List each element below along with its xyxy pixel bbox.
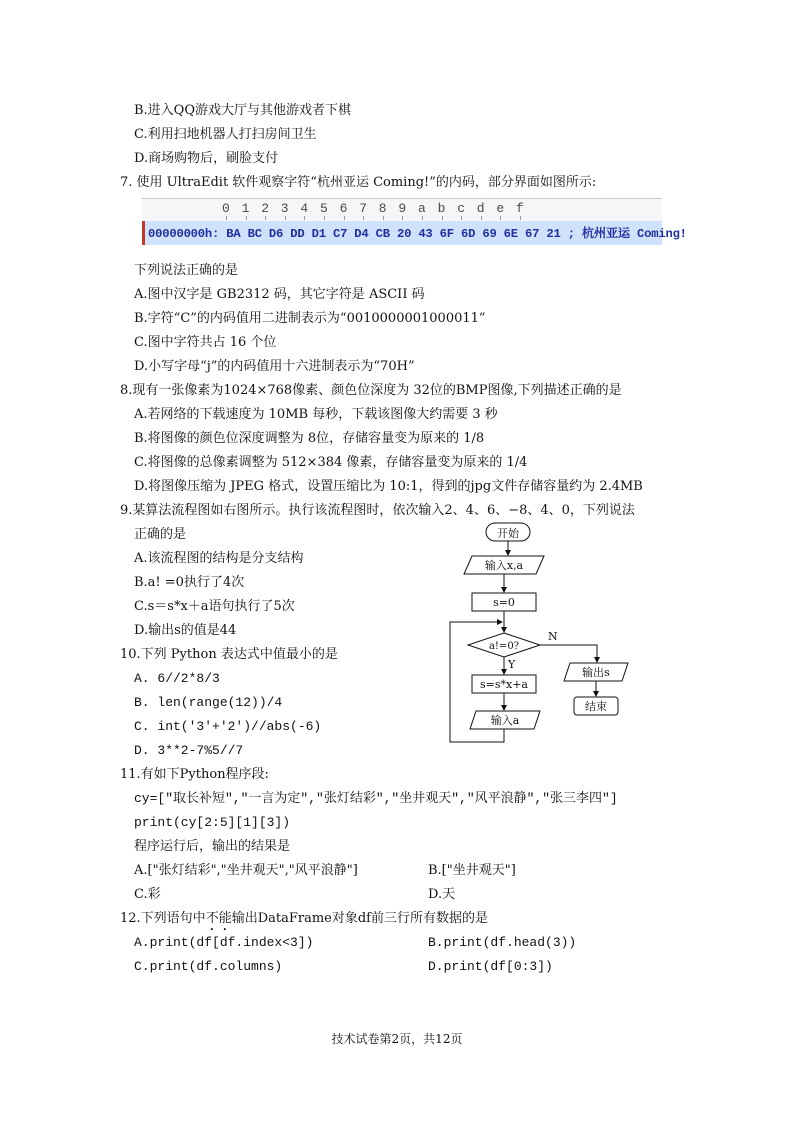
hex-ruler-label: e [496, 201, 505, 216]
hex-ruler-tick [383, 216, 384, 220]
hex-ruler-tick [246, 216, 247, 220]
hex-ruler-label: 8 [378, 201, 387, 216]
q6-option-b: B.进入QQ游戏大厅与其他游戏者下棋 [134, 103, 352, 118]
q12-stem-pre: 12.下列语句中 [120, 911, 206, 926]
hex-ruler-label: c [457, 201, 465, 216]
hex-ruler-label: 1 [241, 201, 250, 216]
q10-option-a: A. 6//2*8/3 [134, 671, 220, 686]
q11-option-c: C.彩 [134, 887, 161, 902]
q11-prompt: 程序运行后，输出的结果是 [134, 839, 291, 854]
q11-option-a: A.["张灯结彩","坐井观天","风平浪静"] [134, 863, 358, 878]
flowchart-init-label: s=0 [493, 596, 515, 609]
q8-option-d: D.将图像压缩为 JPEG 格式，设置压缩比为 10:1，得到的jpg文件存储容量约为 2.4MB [134, 479, 643, 494]
q7-option-c: C.图中字符共占 16 个位 [134, 335, 277, 350]
flowchart-output-label: 输出s [582, 666, 610, 679]
hex-ruler-tick [363, 216, 364, 220]
hex-ruler-label: 0 [222, 201, 230, 216]
q8-option-a: A.若网络的下载速度为 10MB 每秒，下载该图像大约需要 3 秒 [134, 407, 498, 422]
q10-option-c: C. int('3'+'2')//abs(-6) [134, 719, 322, 734]
flowchart-input2-label: 输入a [490, 714, 520, 727]
ultraedit-hex-view [142, 198, 687, 246]
q9-stem-line2: 正确的是 [134, 527, 187, 542]
flowchart-no-label: N [548, 630, 558, 643]
flowchart-input-label: 输入x,a [484, 559, 524, 572]
hex-data-line: 00000000h: BA BC D6 DD D1 C7 D4 CB 20 43 6F 6D 69 6E 67 21 ; 杭州亚运 Coming! [148, 227, 687, 241]
q11-code-line1: cy=["取长补短","一言为定","张灯结彩","坐井观天","风平浪静","张三李四"] [134, 791, 618, 806]
q9-option-d: D.输出s的值是44 [134, 623, 237, 638]
hex-ruler-label: 9 [398, 201, 407, 216]
flowchart-calc-label: s=s*x+a [480, 678, 528, 691]
q8-option-b: B.将图像的颜色位深度调整为 8位，存储容量变为原来的 1/8 [134, 431, 485, 446]
hex-ruler-tick [265, 216, 266, 220]
hex-column-ruler [142, 198, 662, 221]
q6-option-d: D.商场购物后，刷脸支付 [134, 151, 279, 166]
flowchart-decision-label: a!=0? [488, 641, 520, 652]
q9-option-c: C.s＝s*x＋a语句执行了5次 [134, 599, 295, 614]
q12-option-c: C.print(df.columns) [134, 959, 283, 974]
hex-ruler-label: a [418, 201, 426, 216]
q8-option-c: C.将图像的总像素调整为 512×384 像素，存储容量变为原来的 1/4 [134, 455, 528, 470]
hex-ruler-tick [402, 216, 403, 220]
hex-ruler-tick [226, 216, 227, 220]
hex-ruler-tick [520, 216, 521, 220]
q9-option-a: A.该流程图的结构是分支结构 [134, 551, 304, 566]
q11-option-d: D.天 [428, 887, 456, 902]
flowchart-yes-label: Y [508, 658, 516, 671]
hex-ruler-label: 6 [339, 201, 348, 216]
hex-ruler-tick [481, 216, 482, 220]
flowchart-end-label: 结束 [585, 700, 607, 713]
hex-ruler-tick [344, 216, 345, 220]
q7-option-d: D.小写字母“j”的内码值用十六进制表示为“70H” [134, 359, 415, 374]
q7-stem: 7. 使用 UltraEdit 软件观察字符“杭州亚运 Coming!”的内码，部分界面如图所示: [120, 175, 597, 190]
hex-data-row [142, 221, 687, 245]
q12-option-d: D.print(df[0:3]) [428, 959, 553, 974]
q11-option-b: B.["坐井观天"] [428, 863, 516, 878]
q10-stem: 10.下列 Python 表达式中值最小的是 [120, 647, 338, 662]
hex-ruler-label: 2 [261, 201, 269, 216]
hex-ruler-tick [422, 216, 423, 220]
q12-option-b: B.print(df.head(3)) [428, 935, 577, 950]
q12-stem [120, 910, 488, 934]
q8-stem: 8.现有一张像素为1024×768像素、颜色位深度为 32位的BMP图像,下列描述正确的是 [120, 383, 622, 398]
algorithm-flowchart [440, 516, 660, 750]
hex-ruler-tick [304, 216, 305, 220]
q6-option-c: C.利用扫地机器人打扫房间卫生 [134, 127, 317, 142]
hex-ruler-tick [461, 216, 462, 220]
hex-ruler-tick [442, 216, 443, 220]
q11-code-line2: print(cy[2:5][1][3]) [134, 815, 291, 830]
q12-stem-post: 输出DataFrame对象df前三行所有数据的是 [231, 911, 488, 926]
q7-option-b: B.字符“C”的内码值用二进制表示为“0010000001000011” [134, 311, 486, 326]
hex-ruler-tick [324, 216, 325, 220]
hex-ruler-label: 3 [280, 201, 289, 216]
q9-stem-line1: 9.某算法流程图如右图所示。执行该流程图时，依次输入2、4、6、−8、4、0，下列说法 [120, 503, 635, 518]
q9-option-b: B.a! =0执行了4次 [134, 575, 245, 590]
hex-ruler-tick [500, 216, 501, 220]
page-footer: 技术试卷第2页，共12页 [331, 1032, 463, 1046]
q12-option-a: A.print(df[df.index<3]) [134, 935, 314, 950]
q10-option-b: B. len(range(12))/4 [134, 695, 283, 710]
hex-ruler-label: 7 [359, 201, 367, 216]
q12-stem-emphasis: 不能 [205, 911, 232, 926]
hex-ruler-tick [285, 216, 286, 220]
hex-ruler-label: 5 [320, 201, 328, 216]
q7-prompt: 下列说法正确的是 [134, 263, 239, 278]
flowchart-start-label: 开始 [497, 527, 519, 540]
hex-ruler-label: d [476, 201, 485, 216]
q11-stem: 11.有如下Python程序段: [120, 767, 269, 782]
hex-ruler-label: 4 [300, 201, 309, 216]
q10-option-d: D. 3**2-7%5//7 [134, 743, 244, 758]
hex-ruler-label: f [516, 201, 524, 216]
hex-ruler-label: b [437, 201, 446, 216]
q7-option-a: A.图中汉字是 GB2312 码，其它字符是 ASCII 码 [134, 287, 425, 302]
